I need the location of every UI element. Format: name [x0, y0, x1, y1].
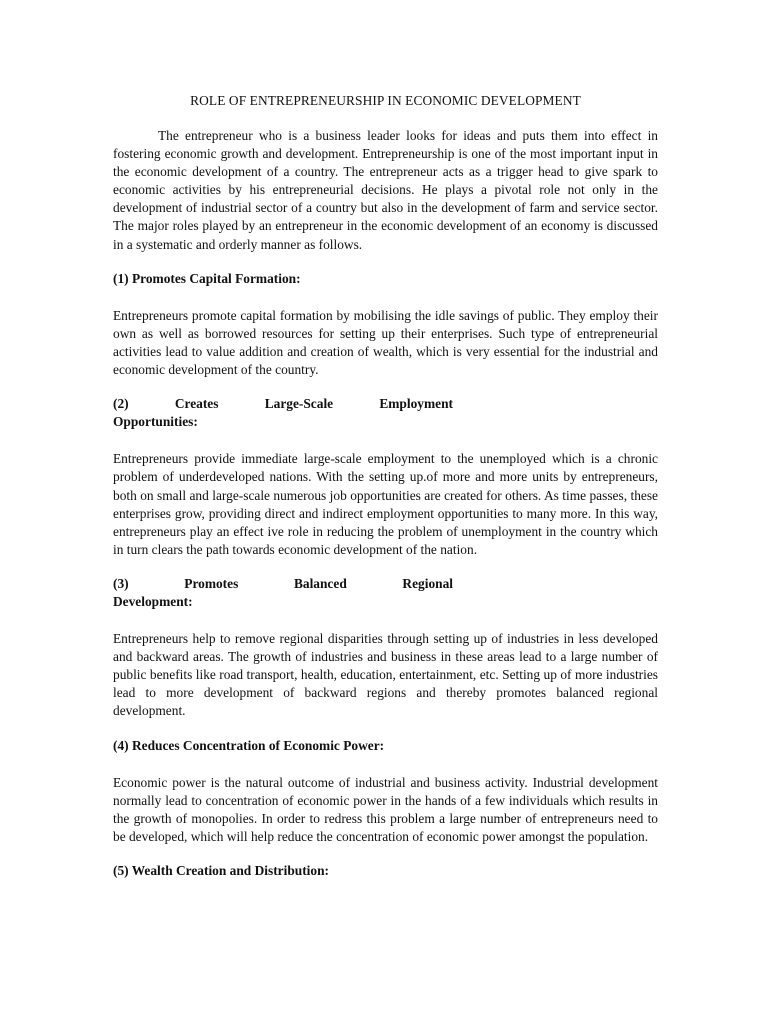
section-5-heading: (5) Wealth Creation and Distribution: [113, 863, 330, 878]
section-2-heading-continued: Opportunities: [113, 414, 198, 430]
section-1-heading: (1) Promotes Capital Formation: [113, 270, 301, 286]
section-2-heading: (2) Creates Large-Scale Employment [113, 396, 453, 412]
document-title: ROLE OF ENTREPRENEURSHIP IN ECONOMIC DEVELOPMENT [190, 93, 581, 108]
section-3-body: Entrepreneurs help to remove regional disparities through setting up of industries in less developed and backward areas. The growth of industries and business in these areas lead to a large number of public benefits like road transport, health, education, entertainment, etc. Setting up of more industries lead to more development of backward regions and thereby promotes balanced regional development. [113, 631, 658, 719]
section-3-heading: (3) Promotes Balanced Regional [113, 575, 453, 591]
section-3-heading-continued: Development: [113, 593, 193, 609]
section-1-body: Entrepreneurs promote capital formation by mobilising the idle savings of public. They employ their own as well as borrowed resources for setting up their enterprises. Such type of entrepreneurial activities lead to value addition and creation of wealth, which is very essential for the industrial and economic development of the country. [113, 307, 658, 378]
section-4-body: Economic power is the natural outcome of industrial and business activity. Industrial development normally lead to concentration of economic power in the hands of a few individuals which results in the growth of monopolies. In order to redress this problem a large number of entrepreneurs need to be developed, which will help reduce the concentration of economic power amongst the population. [113, 774, 658, 844]
intro-paragraph: The entrepreneur who is a business leader looks for ideas and puts them into effect in fostering economic growth and development. Entrepreneurship is one of the most important input in the economic development of a country. The entrepreneur acts as a trigger head to give spark to economic activities by his entrepreneurial decisions. He plays a pivotal role not only in the development of industrial sector of a country but also in the development of farm and service sector. The major roles played by an entrepreneur in the economic development of an economy is discussed in a systematic and orderly manner as follows. [113, 128, 658, 252]
section-2-body: Entrepreneurs provide immediate large-scale employment to the unemployed which is a chronic problem of underdeveloped nations. With the setting up.of more and more units by entrepreneurs, both on small and large-scale numerous job opportunities are created for others. As time passes, these enterprises grow, providing direct and indirect employment opportunities to many more. In this way, entrepreneurs play an effect ive role in reducing the problem of unemployment in the country which in turn clears the path towards economic development of the nation. [113, 451, 658, 557]
section-4-heading: (4) Reduces Concentration of Economic Power: [113, 737, 385, 753]
